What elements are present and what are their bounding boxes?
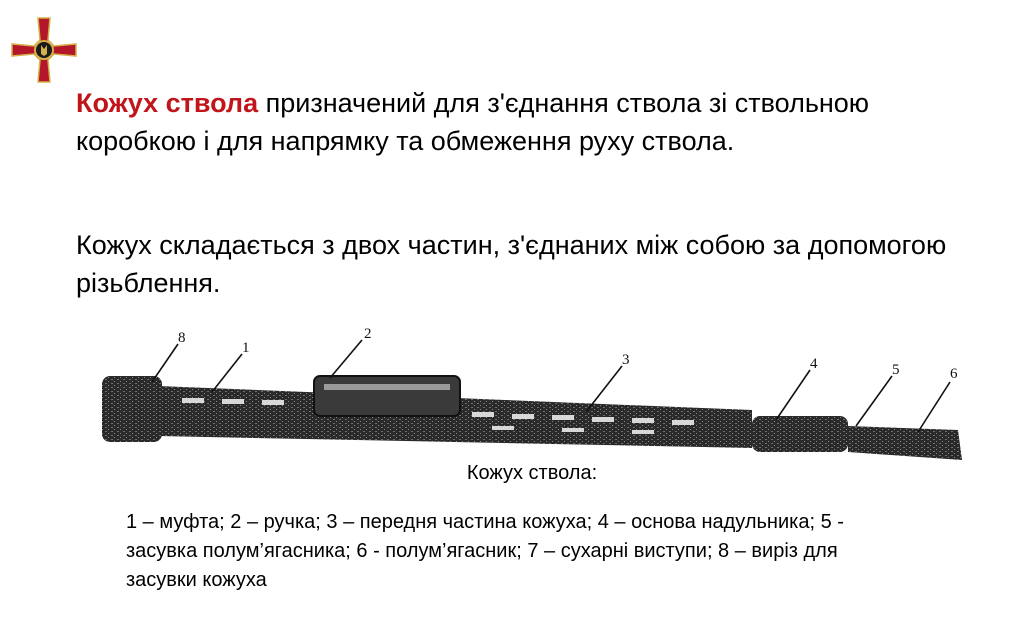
callout-8: 8 (178, 330, 186, 346)
figure-caption: Кожух ствола: (466, 462, 598, 484)
armed-forces-cross-emblem-icon (8, 14, 80, 86)
callout-4: 4 (810, 356, 818, 372)
term-barrel-jacket: Кожух ствола (76, 88, 259, 118)
handle-part (314, 376, 460, 416)
callout-1: 1 (242, 340, 250, 356)
coupling-part (102, 376, 162, 442)
barrel-jacket-drawing (92, 318, 972, 478)
composition-paragraph: Кожух складається з двох частин, з'єднаних між собою за допомогою різьблення. (76, 230, 947, 298)
callout-2: 2 (364, 326, 372, 342)
callout-5: 5 (892, 362, 900, 378)
intro-paragraph-text: призначений для з'єднання ствола зі ствольною коробкою і для напрямку та обмеження руху ствола. (76, 88, 870, 156)
flash-hider-part (848, 426, 962, 460)
callout-3: 3 (622, 352, 630, 368)
callout-6: 6 (950, 366, 958, 382)
parts-legend: 1 – муфта; 2 – ручка; 3 – передня частина кожуха; 4 – основа надульника; 5 - засувка полум’ягасника; 6 - полум’ягасник; 7 – сухарні виступи; 8 – виріз для засувки кожуха (126, 511, 844, 591)
intro-paragraph (76, 84, 986, 160)
flash-hider-base-part (752, 416, 848, 452)
